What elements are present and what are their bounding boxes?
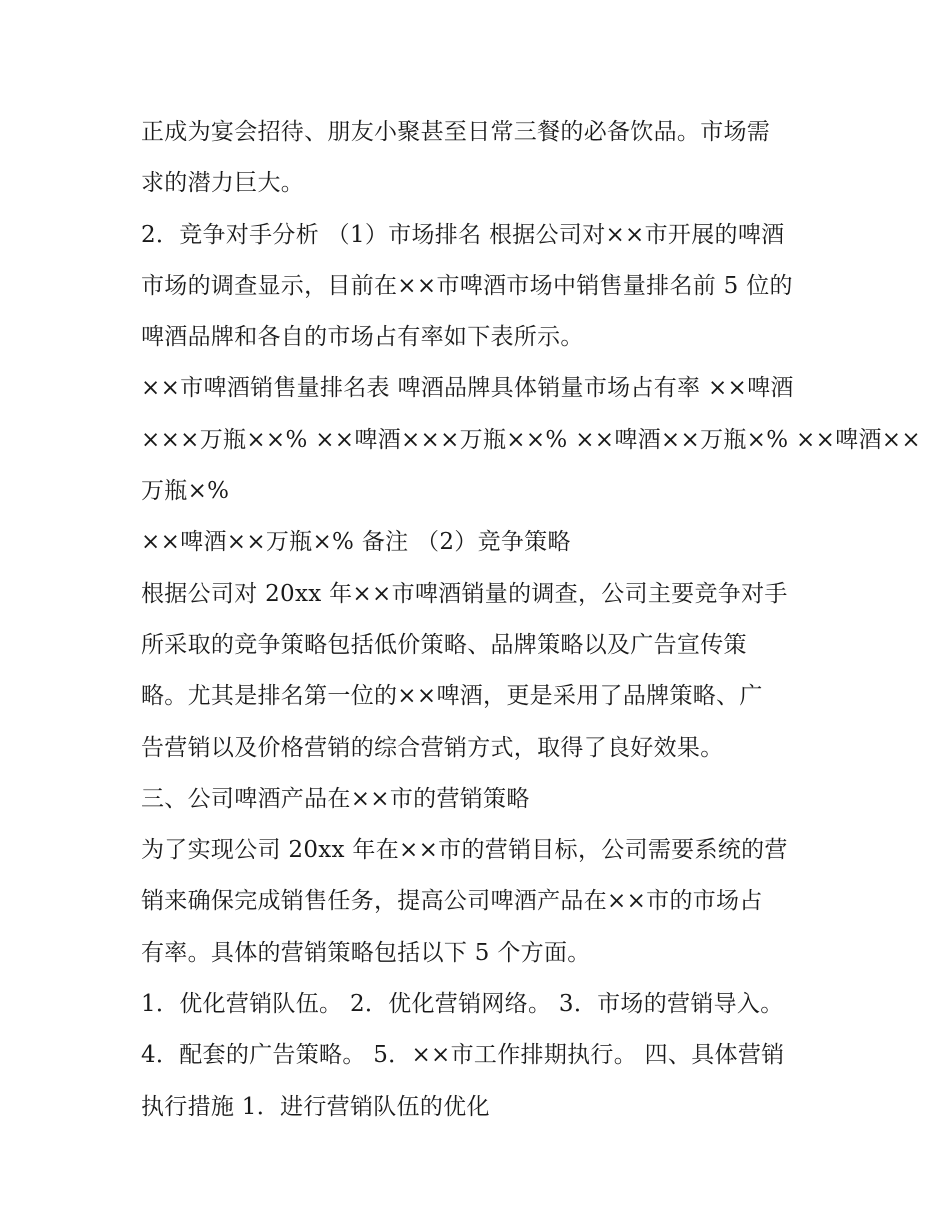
text-line: 啤酒品牌和各自的市场占有率如下表所示。 [141, 324, 584, 351]
text-line: 有率。具体的营销策略包括以下 5 个方面。 [141, 939, 591, 966]
text-line: 告营销以及价格营销的综合营销方式，取得了良好效果。 [141, 734, 724, 761]
text-line: 市场的调查显示，目前在××市啤酒市场中销售量排名前 5 位的 [141, 272, 793, 299]
text-line: 所采取的竞争策略包括低价策略、品牌策略以及广告宣传策 [141, 631, 747, 658]
text-line: 销来确保完成销售任务，提高公司啤酒产品在××市的市场占 [141, 888, 763, 915]
text-line: 4．配套的广告策略。 5．××市工作排期执行。 四、具体营销 [141, 1042, 785, 1069]
text-line: ××市啤酒销售量排名表 啤酒品牌具体销量市场占有率 ××啤酒 [141, 375, 794, 402]
text-line: 为了实现公司 20xx 年在××市的营销目标，公司需要系统的营 [141, 837, 788, 864]
text-line: 根据公司对 20xx 年××市啤酒销量的调查，公司主要竞争对手 [141, 580, 788, 607]
text-line: 万瓶×% [141, 478, 230, 505]
text-line: ××啤酒××万瓶×% 备注 （2）竞争策略 [141, 529, 571, 556]
text-line: ×××万瓶××% ××啤酒×××万瓶××% ××啤酒××万瓶×% ××啤酒×× [141, 426, 921, 453]
text-line: 正成为宴会招待、朋友小聚甚至日常三餐的必备饮品。市场需 [141, 119, 771, 145]
section-heading: 三、公司啤酒产品在××市的营销策略 [141, 785, 530, 812]
text-line: 略。尤其是排名第一位的××啤酒，更是采用了品牌策略、广 [141, 683, 763, 710]
text-line: 执行措施 1．进行营销队伍的优化 [141, 1093, 490, 1120]
text-line: 2．竞争对手分析 （1）市场排名 根据公司对××市开展的啤酒 [141, 221, 785, 248]
text-line: 1．优化营销队伍。 2．优化营销网络。 3．市场的营销导入。 [141, 991, 784, 1018]
text-line: 求的潜力巨大。 [141, 170, 305, 197]
document-body [141, 107, 921, 1133]
